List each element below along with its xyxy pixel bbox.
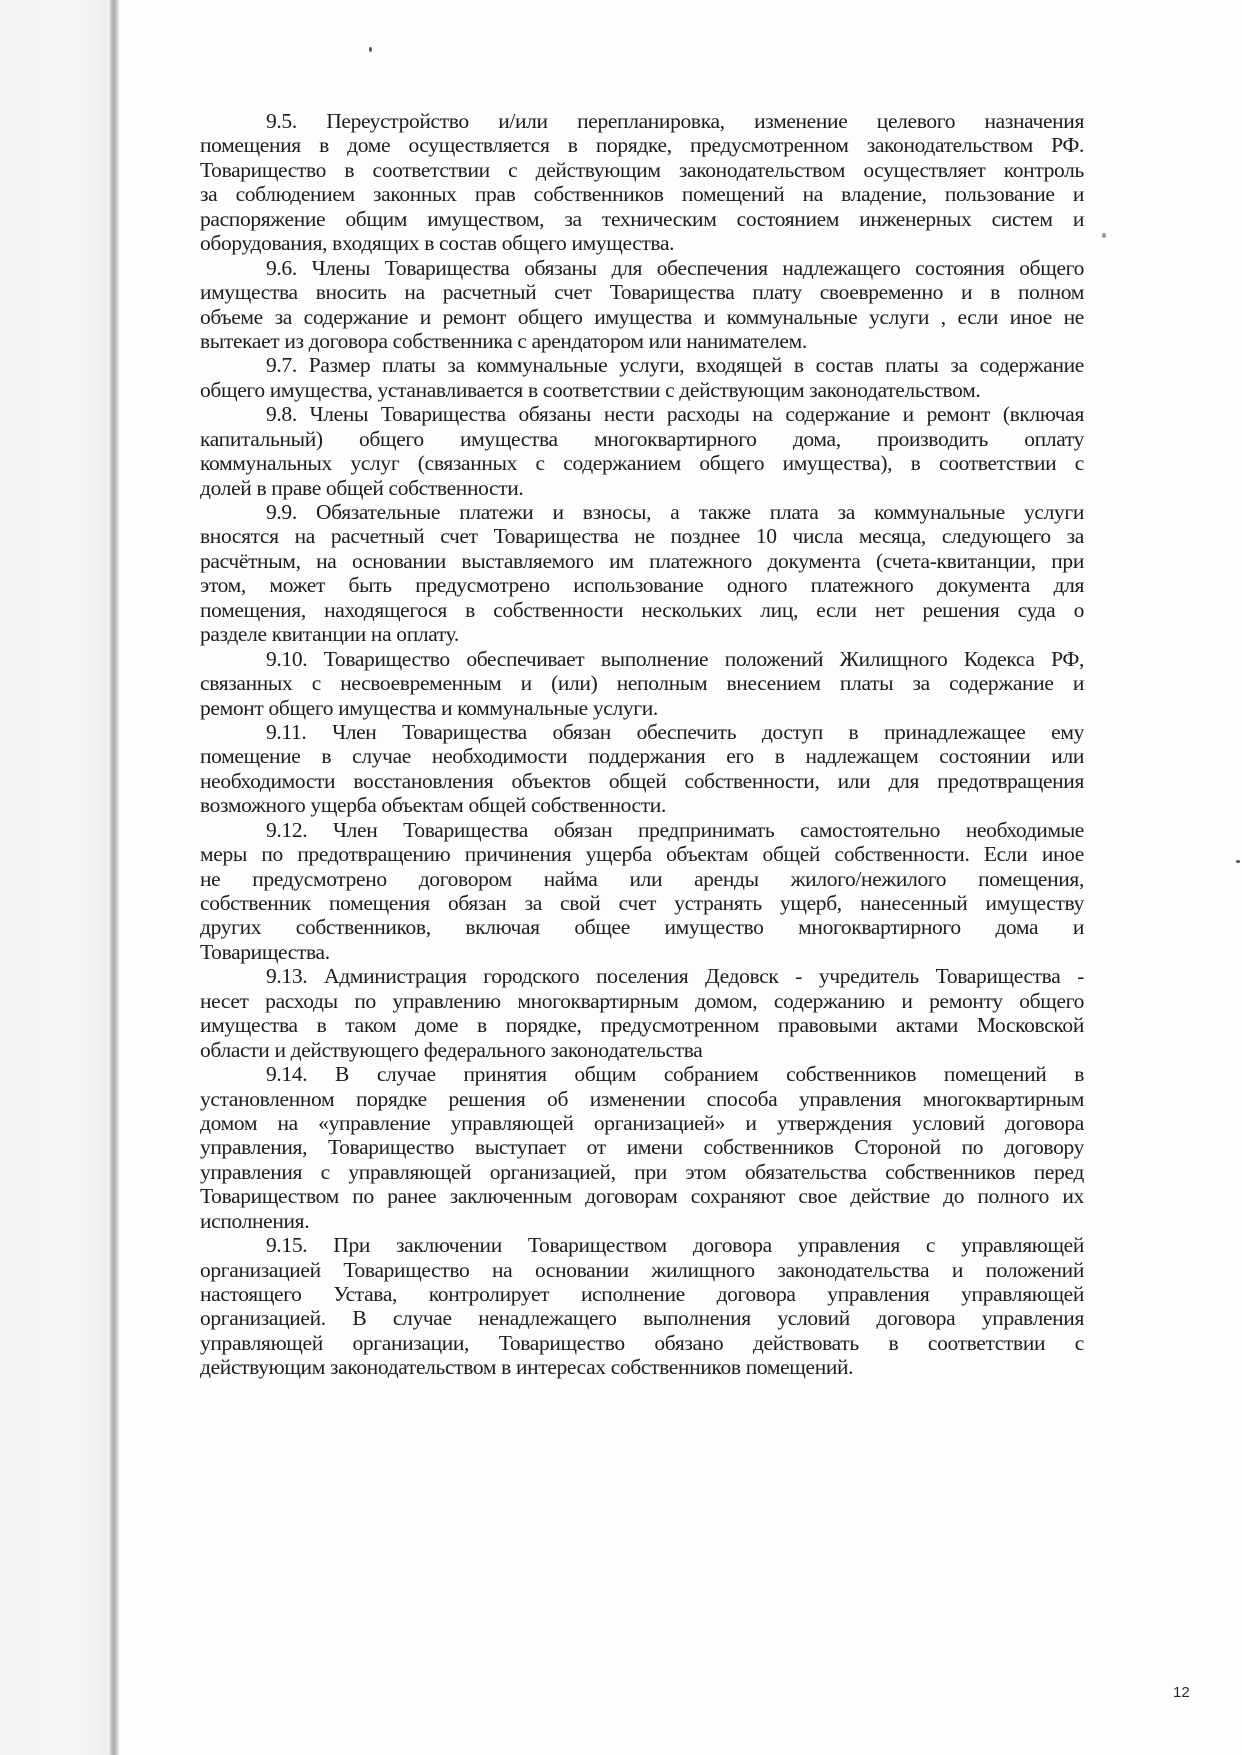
paragraph-9-6 [200,256,1084,354]
text-line [200,280,1084,304]
paragraph-9-9 [200,500,1084,647]
text-line [200,671,1084,695]
text-line [200,329,1084,353]
scan-speck [1102,233,1106,238]
text-line-content: других собственников, включая общее имущество многоквартирного дома и [200,915,1084,940]
text-line-content: настоящего Устава, контролирует исполнение договора управления управляющей [200,1282,1084,1306]
page-number: 12 [1173,1684,1190,1701]
text-line [200,500,1084,524]
text-line-content: возможного ущерба объектам общей собственности. [200,793,666,818]
paragraph-9-11 [200,720,1084,818]
text-line-content: имущества в таком доме в порядке, предусмотренном правовыми актами Московской [200,1013,1084,1038]
text-line-content: исполнения. [200,1208,310,1233]
text-line [200,1135,1084,1159]
text-line [200,451,1084,475]
text-line-content: 9.10. Товарищество обеспечивает выполнение положений Жилищного Кодекса РФ, [266,646,1084,671]
text-line-content: управления, Товарищество выступает от имени собственников Стороной по договору [200,1135,1084,1160]
text-line-content: оборудования, входящих в состав общего имущества. [200,231,675,256]
text-line [200,989,1084,1013]
text-line [200,402,1084,426]
text-line [200,891,1084,915]
text-line-content: общего имущества, устанавливается в соответствии с действующим законодательством. [200,377,981,402]
text-line-content: 9.6. Члены Товарищества обязаны для обеспечения надлежащего состояния общего [266,255,1084,280]
text-line-content: за соблюдением законных прав собственников помещений на владение, пользование и [200,182,1084,207]
scan-speck [369,47,372,52]
text-line [200,696,1084,720]
text-line-content: вносятся на расчетный счет Товарищества не позднее 10 числа месяца, следующего за [200,524,1084,549]
text-line [200,1331,1084,1355]
text-line-content: расчётным, на основании выставляемого им платежного документа (счета-квитанции, при [200,548,1084,573]
text-line-content: 9.8. Члены Товарищества обязаны нести расходы на содержание и ремонт (включая [266,402,1084,427]
text-line [200,182,1084,206]
text-line [200,1111,1084,1135]
text-line-content: собственник помещения обязан за свой счет устранять ущерб, нанесенный имуществу [200,891,1084,915]
text-line [200,1355,1084,1379]
text-line-content: имущества вносить на расчетный счет Товарищества плату своевременно и в полном [200,280,1084,305]
text-line [200,1087,1084,1111]
paragraph-9-12 [200,818,1084,965]
text-line-content: Товарищества. [200,939,330,964]
text-line [200,1209,1084,1233]
text-line [200,622,1084,646]
text-line [200,133,1084,157]
text-line-content: 9.9. Обязательные платежи и взносы, а также плата за коммунальные услуги [266,500,1084,524]
text-line-content: Товарищество в соответствии с действующим законодательством осуществляет контроль [200,157,1084,182]
paragraph-9-10 [200,647,1084,720]
text-line [200,744,1084,768]
text-line [200,1306,1084,1330]
text-line-content: 9.14. В случае принятия общим собранием собственников помещений в [266,1062,1084,1087]
text-line-content: области и действующего федерального законодательства [200,1037,703,1062]
text-line [200,549,1084,573]
text-line-content: организацией. В случае ненадлежащего выполнения условий договора управления [200,1306,1084,1331]
text-line [200,1184,1084,1208]
text-line-content: Товариществом по ранее заключенным договорам сохраняют свое действие до полного их [200,1184,1084,1209]
binding-shadow [110,0,119,1755]
document-body [200,109,1084,1380]
text-line-content: капитальный) общего имущества многоквартирного дома, производить оплату [200,426,1084,451]
text-line-content: разделе квитанции на оплату. [200,622,459,647]
text-line [200,427,1084,451]
text-line [200,378,1084,402]
text-line-content: долей в праве общей собственности. [200,475,524,500]
text-line-content: распоряжение общим имуществом, за техническим состоянием инженерных систем и [200,206,1084,231]
text-line [200,915,1084,939]
text-line [200,842,1084,866]
text-line [200,769,1084,793]
text-line-content: необходимости восстановления объектов общей собственности, или для предотвращения [200,768,1084,793]
text-line-content: связанных с несвоевременным и (или) неполным внесением платы за содержание и [200,671,1084,696]
text-line [200,793,1084,817]
text-line [200,158,1084,182]
text-line [200,598,1084,622]
text-line-content: 9.5. Переустройство и/или перепланировка, изменение целевого назначения [266,109,1084,133]
text-line [200,207,1084,231]
text-line-content: помещения, находящегося в собственности нескольких лиц, если нет решения суда о [200,597,1084,622]
text-line [200,476,1084,500]
text-line [200,231,1084,255]
text-line [200,305,1084,329]
scan-margin [0,0,112,1755]
paragraph-9-15 [200,1233,1084,1380]
text-line [200,353,1084,377]
text-line-content: управляющей организации, Товарищество обязано действовать в соответствии с [200,1330,1084,1355]
text-line-content: 9.15. При заключении Товариществом договора управления с управляющей [266,1233,1084,1258]
text-line-content: ремонт общего имущества и коммунальные услуги. [200,695,658,720]
text-line-content: установленном порядке решения об изменении способа управления многоквартирным [200,1086,1084,1111]
text-line-content: несет расходы по управлению многоквартирным домом, содержанию и ремонту общего [200,988,1084,1013]
text-line-content: коммунальных услуг (связанных с содержанием общего имущества), в соответствии с [200,451,1084,476]
paragraph-9-5 [200,109,1084,256]
text-line [200,940,1084,964]
text-line [200,1233,1084,1257]
paragraph-9-13 [200,964,1084,1062]
scan-speck [1236,860,1240,863]
text-line-content: организацией Товарищество на основании жилищного законодательства и положений [200,1257,1084,1282]
paragraph-9-7 [200,353,1084,402]
text-line-content: этом, может быть предусмотрено использование одного платежного документа для [200,573,1084,598]
text-line [200,818,1084,842]
text-line [200,1258,1084,1282]
text-line-content: 9.12. Член Товарищества обязан предпринимать самостоятельно необходимые [266,817,1084,842]
text-line [200,1013,1084,1037]
text-line [200,1062,1084,1086]
text-line [200,647,1084,671]
text-line-content: 9.13. Администрация городского поселения Дедовск - учредитель Товарищества - [266,964,1084,989]
text-line [200,1160,1084,1184]
text-line-content: управления с управляющей организацией, при этом обязательства собственников перед [200,1159,1084,1184]
text-line [200,524,1084,548]
text-line-content: 9.7. Размер платы за коммунальные услуги, входящей в состав платы за содержание [266,353,1084,378]
text-line [200,256,1084,280]
text-line-content: помещение в случае необходимости поддержания его в надлежащем состоянии или [200,744,1084,769]
paragraph-9-14 [200,1062,1084,1233]
text-line [200,573,1084,597]
paragraph-9-8 [200,402,1084,500]
text-line [200,1038,1084,1062]
text-line-content: вытекает из договора собственника с арендатором или нанимателем. [200,328,807,353]
text-line [200,720,1084,744]
text-line-content: действующим законодательством в интересах собственников помещений. [200,1355,854,1380]
text-line-content: меры по предотвращению причинения ущерба объектам общей собственности. Если иное [200,842,1084,867]
text-line-content: домом на «управление управляющей организацией» и утверждения условий договора [200,1110,1084,1135]
text-line-content: 9.11. Член Товарищества обязан обеспечить доступ в принадлежащее ему [266,719,1084,744]
text-line [200,964,1084,988]
text-line [200,109,1084,133]
text-line [200,867,1084,891]
text-line-content: не предусмотрено договором найма или аренды жилого/нежилого помещения, [200,866,1084,891]
text-line-content: помещения в доме осуществляется в порядке, предусмотренном законодательством РФ. [200,133,1084,158]
text-line-content: объеме за содержание и ремонт общего имущества и коммунальные услуги , если иное не [200,304,1084,329]
text-line [200,1282,1084,1306]
